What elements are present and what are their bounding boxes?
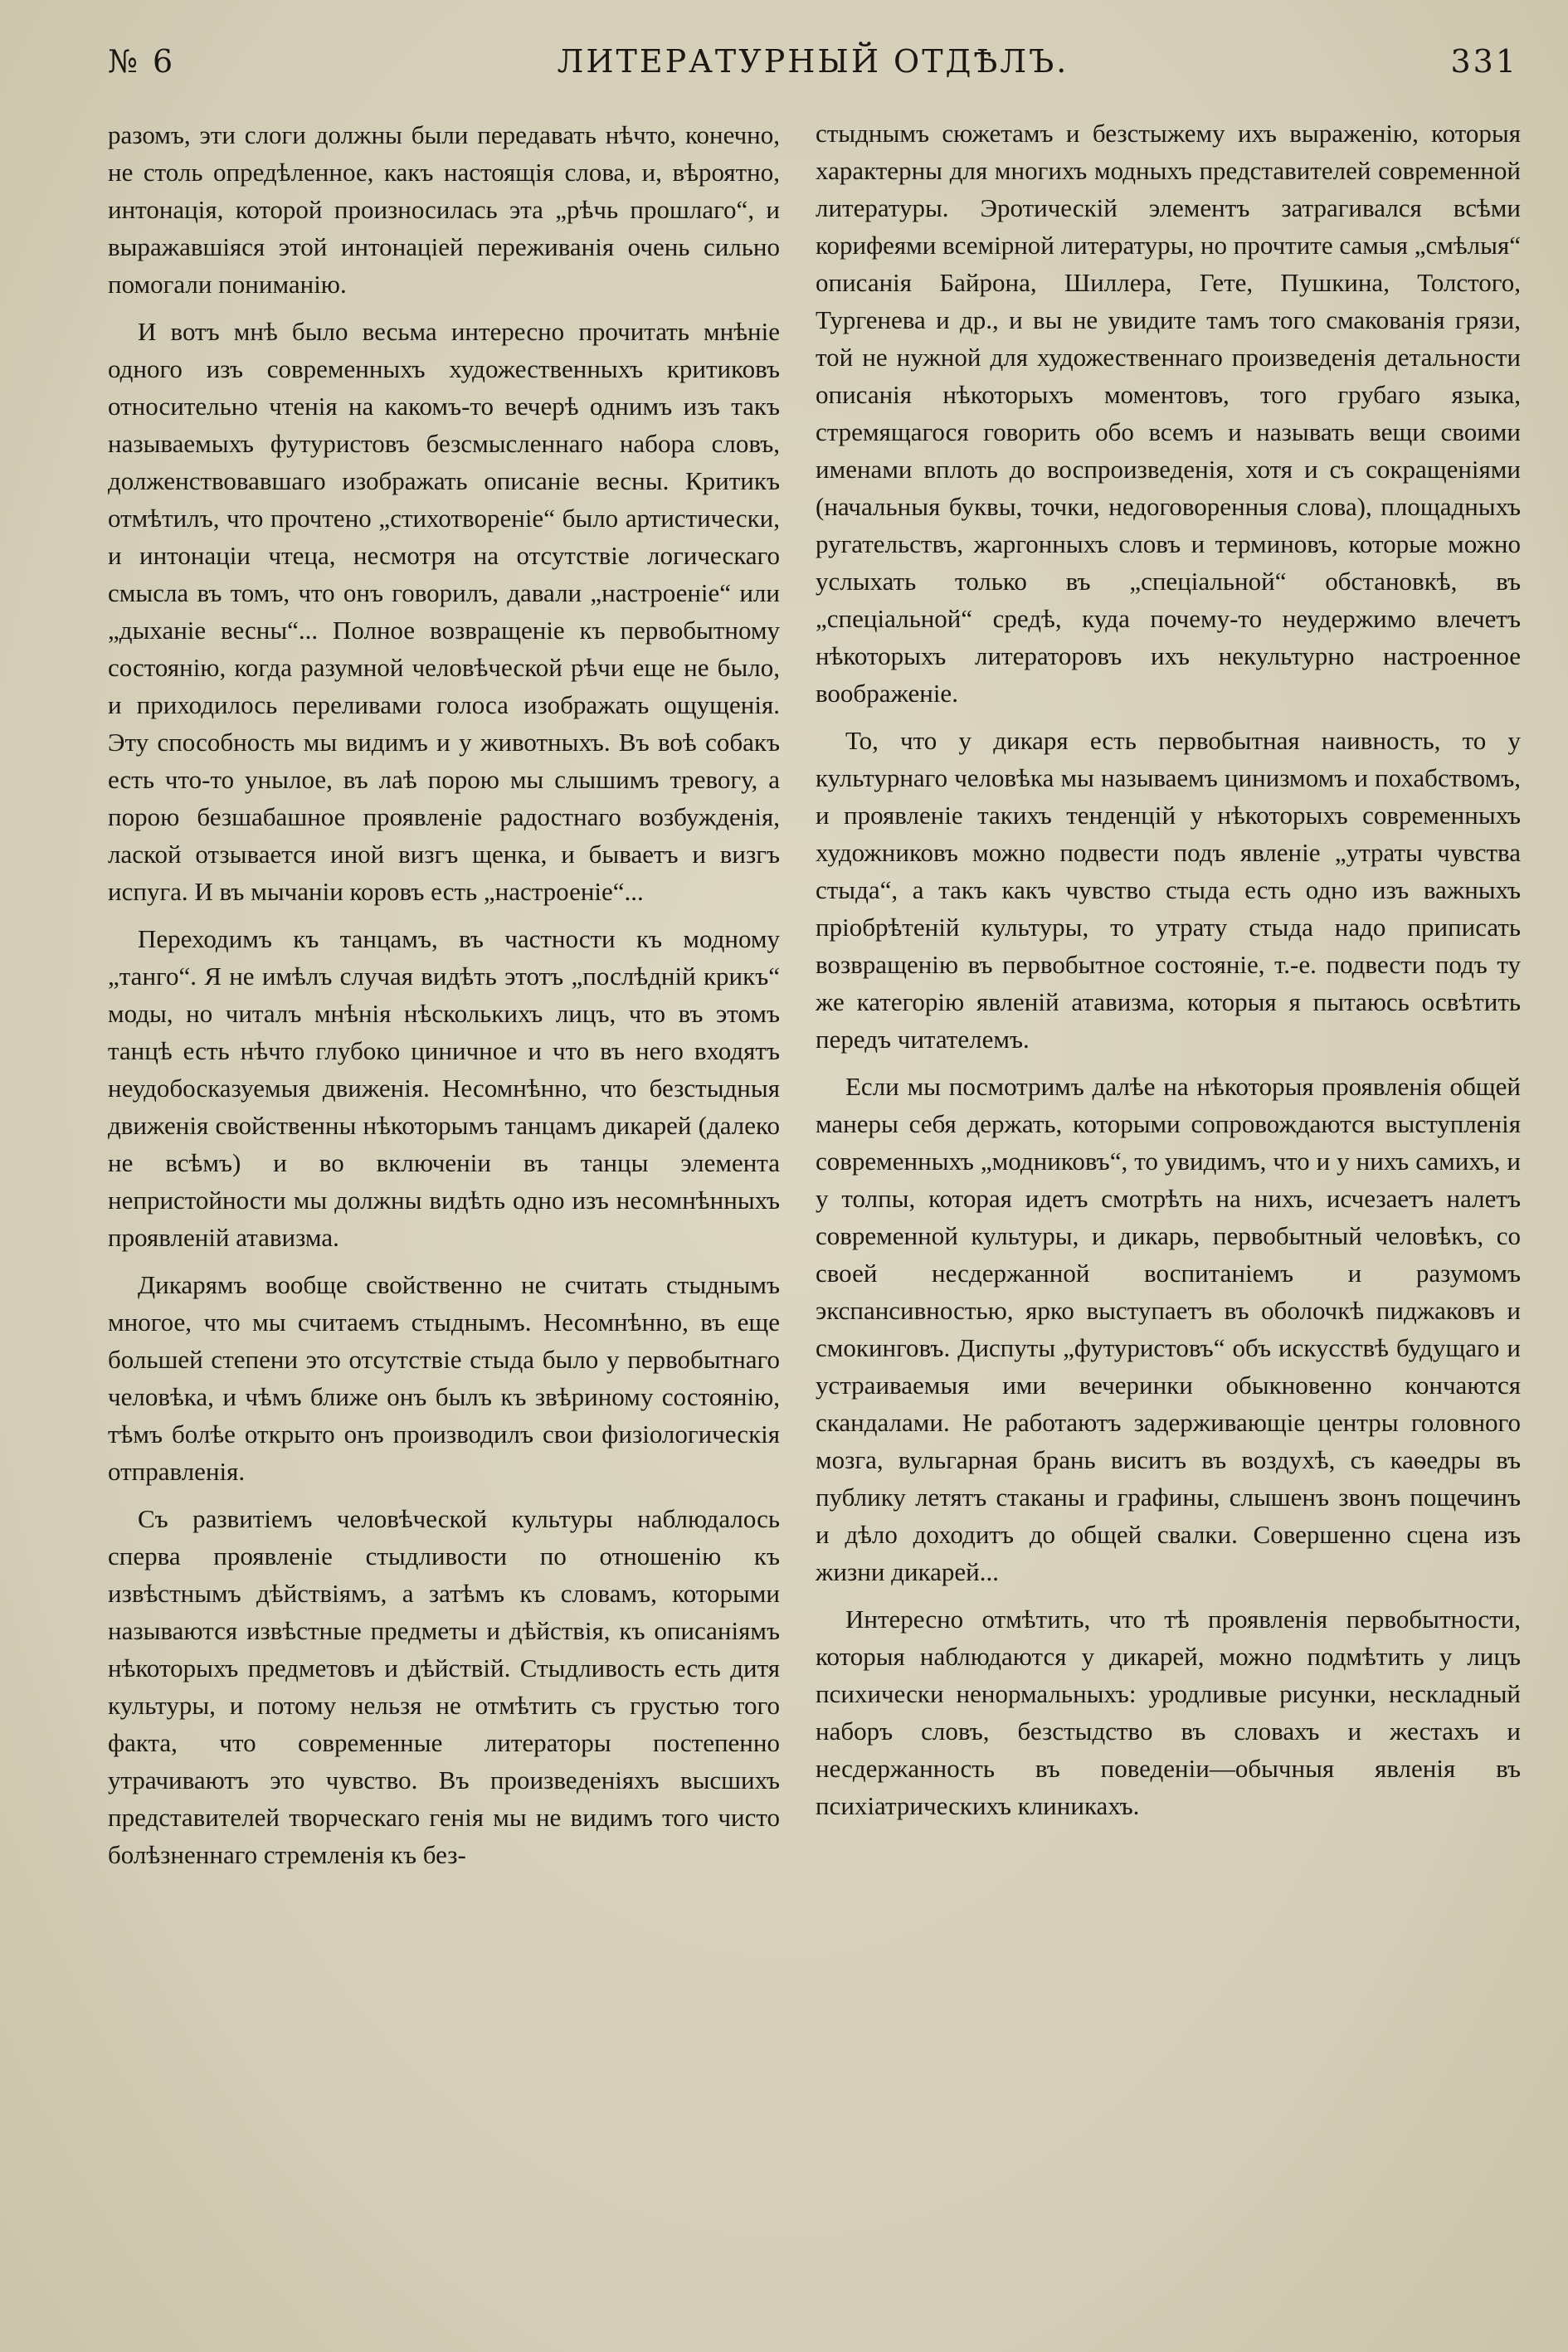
paragraph: И вотъ мнѣ было весьма интересно прочитать мнѣніе одного изъ современныхъ художественныхъ критиковъ относительно чтенія на какомъ-то вечерѣ однимъ изъ такъ называемыхъ футуристовъ безсмысленнаго набора словъ, долженствовавшаго изображать описаніе весны. Критикъ отмѣтилъ, что прочтено „стихотвореніе“ было артистически, и интонаціи чтеца, несмотря на отсутствіе логическаго смысла въ томъ, что онъ говорилъ, давали „настроеніе“ или „дыханіе весны“... Полное возвращеніе къ первобытному состоянію, когда разумной человѣческой рѣчи еще не было, и приходилось переливами голоса изображать ощущенія. Эту способность мы видимъ и у животныхъ. Въ воѣ собакъ есть что-то унылое, въ лаѣ порою мы слышимъ тревогу, а порою безшабашное проявленіе радостнаго возбужденія, лаской отзывается иной визгъ щенка, и бываетъ и визгъ испуга. И въ мычаніи коровъ есть „настроеніе“... [108, 317, 780, 906]
paragraph: То, что у дикаря есть первобытная наивность, то у культурнаго человѣка мы называемъ цинизмомъ и похабствомъ, и проявленіе такихъ тенденцій у нѣкоторыхъ современныхъ художниковъ можно подвести подъ явленіе „утраты чувства стыда“, а такъ какъ чувство стыда есть одно изъ важныхъ пріобрѣтеній культуры, то утрату стыда надо приписать возвращенію въ первобытное состояніе, т.-е. подвести подъ ту же категорію явленій атавизма, которыя я пытаюсь освѣтить передъ читателемъ. [816, 726, 1521, 1054]
paragraph: разомъ, эти слоги должны были передавать нѣчто, конечно, не столь опредѣленное, какъ настоящія слова, и, вѣроятно, интонація, которой произносилась эта „рѣчь прошлаго“, и выражавшіяся этой интонаціей переживанія очень сильно помогали пониманію. [108, 120, 780, 299]
paragraph: стыднымъ сюжетамъ и безстыжему ихъ выраженію, которыя характерны для многихъ модныхъ представителей современной литературы. Эротическій элементъ затрагивался всѣми корифеями всемірной литературы, но прочтите самыя „смѣлыя“ описанія Байрона, Шиллера, Гете, Пушкина, Толстого, Тургенева и др., и вы не увидите тамъ того смакованія грязи, той не нужной для художественнаго произведенія детальности описанія нѣкоторыхъ моментовъ, того грубаго языка, стремящагося говорить обо всемъ и называть вещи своими именами вплоть до воспроизведенія, хотя и съ сокращеніями (начальныя буквы, точки, недоговоренныя слова), площадныхъ ругательствъ, жаргонныхъ словъ и терминовъ, которые можно услыхать только въ „спеціальной“ обстановкѣ, въ „спеціальной“ средѣ, куда почему-то неудержимо влечетъ нѣкоторыхъ литераторовъ ихъ некультурно настроенное воображеніе. [816, 119, 1521, 708]
paragraph: Съ развитіемъ человѣческой культуры наблюдалось сперва проявленіе стыдливости по отношенію къ извѣстнымъ дѣйствіямъ, а затѣмъ къ словамъ, которыми называются извѣстные предметы и дѣйствія, къ описаніямъ нѣкоторыхъ предметовъ и дѣйствій. Стыдливость есть дитя культуры, и потому нельзя не отмѣтить съ грустью того факта, что современные литераторы постепенно утрачиваютъ это чувство. Въ произведеніяхъ высшихъ представителей творческаго генія мы не видимъ того чисто болѣзненнаго стремленія къ без- [108, 1504, 780, 1869]
page-number: 331 [1450, 43, 1518, 80]
issue-number: № 6 [108, 43, 176, 80]
paragraph: Если мы посмотримъ далѣе на нѣкоторыя проявленія общей манеры себя держать, которыми сопровождаются выступленія современныхъ „модниковъ“, то увидимъ, что и у нихъ самихъ, и у толпы, которая идетъ смотрѣть на нихъ, исчезаетъ налетъ современной культуры, и дикарь, первобытный человѣкъ, со своей несдержанной воспитаніемъ и разумомъ экспансивностью, ярко выступаетъ въ оболочкѣ пиджаковъ и смокинговъ. Диспуты „футуристовъ“ объ искусствѣ будущаго и устраиваемыя ими вечеринки обыкновенно кончаются скандалами. Не работаютъ задерживающіе центры головного мозга, вульгарная брань виситъ въ воздухѣ, съ каѳедры въ публику летятъ стаканы и графины, слышенъ звонъ пощечинъ и дѣло доходитъ до общей свалки. Совершенно сцена изъ жизни дикарей... [816, 1072, 1521, 1586]
right-column [816, 114, 1521, 1834]
section-title: ЛИТЕРАТУРНЫЙ ОТДѢЛЪ. [557, 43, 1069, 80]
paragraph: Переходимъ къ танцамъ, въ частности къ модному „танго“. Я не имѣлъ случая видѣть этотъ „послѣдній крикъ“ моды, но читалъ мнѣнія нѣсколькихъ лицъ, что въ этомъ танцѣ есть нѣчто глубоко циничное и что въ него входятъ неудобосказуемыя движенія. Несомнѣнно, что безстыдныя движенія свойственны нѣкоторымъ танцамъ дикарей (далеко не всѣмъ) и во включеніи въ танцы элемента непристойности мы должны видѣть одно изъ несомнѣнныхъ проявленій атавизма. [108, 924, 780, 1252]
column-divider [795, 116, 796, 2315]
page-header [108, 43, 1518, 93]
paragraph: Дикарямъ вообще свойственно не считать стыднымъ многое, что мы считаемъ стыднымъ. Несомнѣнно, въ еще большей степени это отсутствіе стыда было у первобытнаго человѣка, и чѣмъ ближе онъ былъ къ звѣриному состоянію, тѣмъ болѣе открыто онъ производилъ свои физіологическія отправленія. [108, 1270, 780, 1486]
paragraph: Интересно отмѣтить, что тѣ проявленія первобытности, которыя наблюдаются у дикарей, можно подмѣтить у лицъ психически ненормальныхъ: уродливые рисунки, нескладный наборъ словъ, безстыдство въ словахъ и жестахъ и несдержанность въ поведеніи—обычныя явленія въ психіатрическихъ клиникахъ. [816, 1605, 1521, 1820]
left-column [108, 116, 780, 1883]
